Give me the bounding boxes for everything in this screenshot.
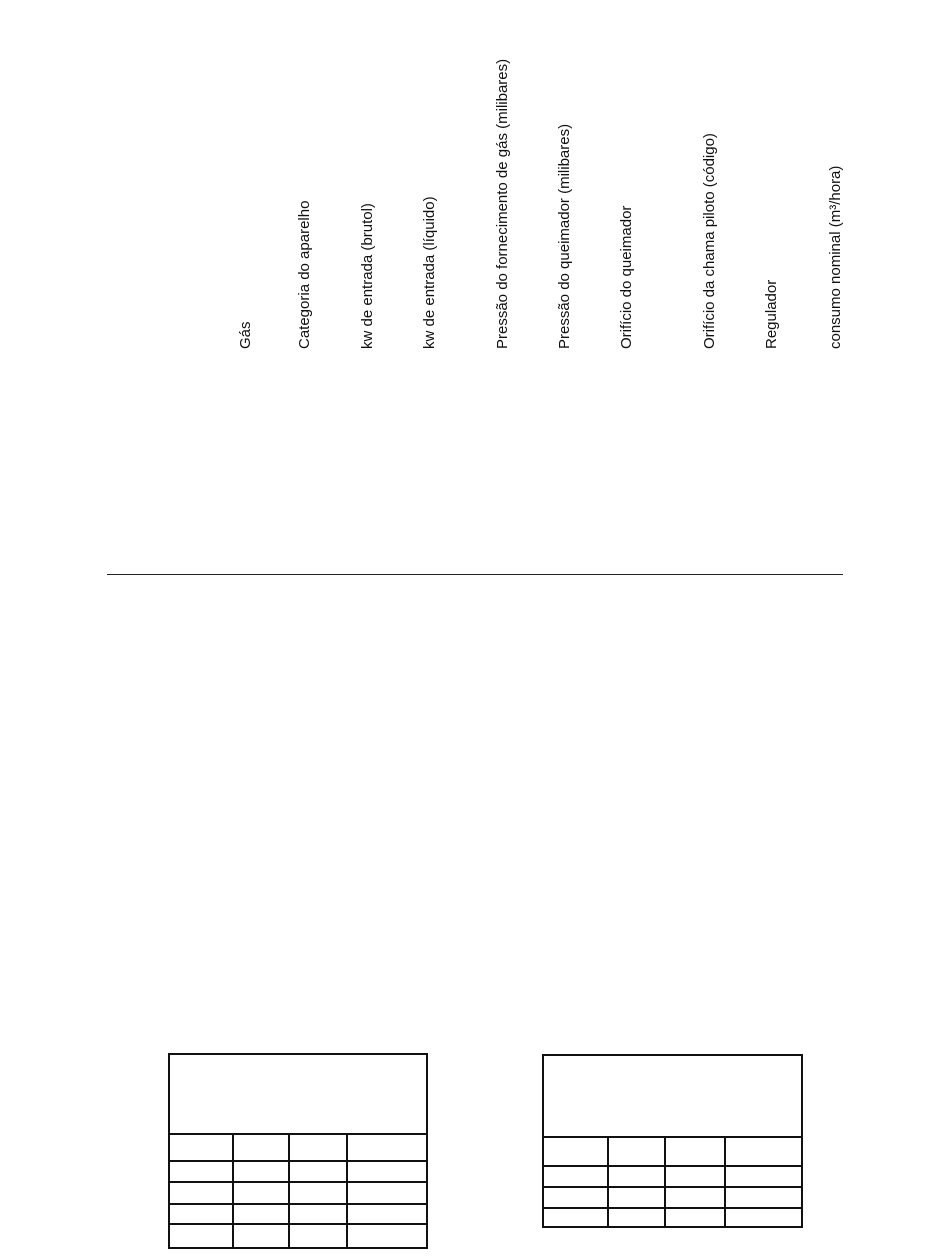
table-cell[interactable] [347, 1161, 427, 1182]
blank-data-table-right [542, 1054, 803, 1228]
header-burner-pressure: Pressão do queimador (milibares) [556, 123, 573, 349]
table-cell[interactable] [169, 1161, 233, 1182]
header-gas-supply-pressure: Pressão do fornecimento de gás (milibares) [494, 58, 511, 349]
table-cell[interactable] [725, 1137, 802, 1166]
table-cell[interactable] [233, 1161, 289, 1182]
table-cell[interactable] [543, 1208, 608, 1227]
table-cell[interactable] [725, 1166, 802, 1187]
header-gas: Gás [237, 321, 254, 349]
table-cell[interactable] [347, 1204, 427, 1224]
table-cell[interactable] [347, 1224, 427, 1248]
blank-data-table-left [168, 1053, 428, 1249]
table-cell[interactable] [665, 1166, 725, 1187]
table-header-cell[interactable] [169, 1054, 427, 1134]
table-cell[interactable] [289, 1134, 347, 1161]
header-pilot-orifice: Orifício da chama piloto (código) [701, 133, 718, 349]
table-cell[interactable] [543, 1137, 608, 1166]
table-cell[interactable] [289, 1161, 347, 1182]
table-cell[interactable] [608, 1208, 665, 1227]
table-cell[interactable] [347, 1134, 427, 1161]
table-cell[interactable] [169, 1182, 233, 1204]
table-cell[interactable] [608, 1187, 665, 1208]
header-regulator: Regulador [763, 279, 780, 349]
table-cell[interactable] [608, 1166, 665, 1187]
table-cell[interactable] [608, 1137, 665, 1166]
header-appliance-category: Categoria do aparelho [296, 200, 313, 349]
table-cell[interactable] [169, 1204, 233, 1224]
table-cell[interactable] [543, 1187, 608, 1208]
table-cell[interactable] [665, 1137, 725, 1166]
header-nominal-consumption: consumo nominal (m³/hora) [827, 165, 844, 349]
header-burner-orifice: Orifício do queimador [618, 205, 635, 349]
divider-line [107, 574, 843, 575]
table-cell[interactable] [725, 1187, 802, 1208]
table-cell[interactable] [665, 1208, 725, 1227]
header-kw-input-gross: kw de entrada (brutol) [359, 203, 376, 349]
table-cell[interactable] [725, 1208, 802, 1227]
table-header-cell[interactable] [543, 1055, 802, 1137]
table-cell[interactable] [347, 1182, 427, 1204]
table-cell[interactable] [233, 1182, 289, 1204]
table-cell[interactable] [289, 1182, 347, 1204]
table-cell[interactable] [169, 1134, 233, 1161]
table-cell[interactable] [233, 1204, 289, 1224]
table-cell[interactable] [289, 1204, 347, 1224]
table-cell[interactable] [169, 1224, 233, 1248]
table-cell[interactable] [289, 1224, 347, 1248]
table-cell[interactable] [665, 1187, 725, 1208]
table-cell[interactable] [543, 1166, 608, 1187]
table-cell[interactable] [233, 1224, 289, 1248]
table-cell[interactable] [233, 1134, 289, 1161]
header-kw-input-net: kw de entrada (líquido) [421, 196, 438, 349]
